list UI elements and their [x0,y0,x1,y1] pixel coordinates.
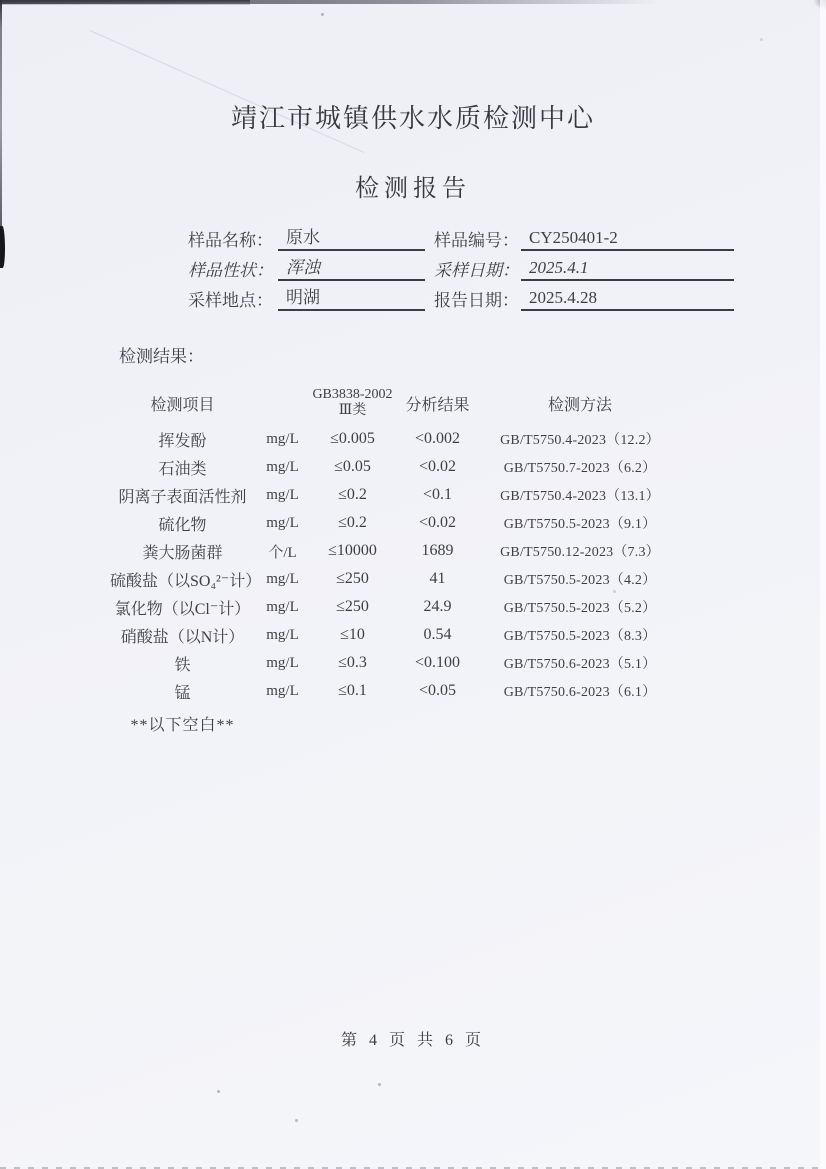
table-row [110,537,680,565]
sample-character-label: 样品性状： [188,261,273,280]
cell-result: 0.54 [423,626,452,643]
scan-artifact-left-blob [0,226,5,268]
table-row [110,509,680,537]
cell-unit: mg/L [266,514,299,531]
cell-standard: ≤0.3 [338,654,367,671]
cell-unit: mg/L [266,598,299,615]
cell-method: GB/T5750.5-2023（9.1） [503,517,657,532]
scan-artifact-top-right-corner [814,0,826,10]
cell-standard: ≤250 [336,570,369,587]
cell-method: GB/T5750.4-2023（12.2） [500,433,660,448]
end-of-data-note: **以下空白** [130,717,235,734]
cell-unit: mg/L [266,430,299,447]
cell-result: <0.05 [418,682,457,699]
cell-method: GB/T5750.5-2023（5.2） [503,601,657,616]
scan-speck [378,1083,381,1086]
table-row [110,453,680,481]
sampling-date-label: 采样日期： [434,261,519,280]
cell-unit: mg/L [266,654,299,671]
cell-unit: mg/L [266,458,299,475]
table-row [110,649,680,677]
sample-name-value: 原水 [278,227,425,251]
results-section-label: 检测结果： [119,347,204,366]
report-date-label: 报告日期： [434,291,519,310]
sample-character-value: 浑浊 [278,257,425,281]
header-method: 检测方法 [547,396,612,414]
cell-method: GB/T5750.6-2023（6.1） [503,685,657,700]
page-number-footer: 第 4 页 共 6 页 [340,1032,485,1049]
report-date-value: 2025.4.28 [521,287,734,311]
cell-item: 石油类 [158,460,207,478]
sample-info-block [188,221,736,311]
cell-method: GB/T5750.7-2023（6.2） [503,461,657,476]
cell-result: 41 [429,570,446,587]
header-standard-line1: GB3838-2002 [312,387,393,402]
scan-speck [321,13,324,16]
results-table [110,381,680,705]
cell-result: <0.1 [422,486,453,503]
cell-method: GB/T5750.5-2023（8.3） [503,629,657,644]
cell-item: 氯化物（以Cl⁻计） [114,600,251,618]
cell-standard: ≤0.05 [334,458,371,475]
table-row [110,481,680,509]
scan-speck [217,1090,220,1093]
sample-number-value: CY250401-2 [521,227,734,251]
sample-info-row [188,281,736,311]
cell-unit: 个/L [268,544,297,561]
cell-item: 粪大肠菌群 [142,544,223,562]
cell-standard: ≤250 [336,598,369,615]
cell-unit: mg/L [266,626,299,643]
cell-standard: ≤0.2 [338,486,367,503]
table-row [110,621,680,649]
scan-artifact-top-edge [0,0,660,4]
sample-name-label: 样品名称： [188,231,273,250]
header-standard [310,387,395,419]
scan-speck [760,38,763,41]
cell-result: 24.9 [423,598,452,615]
scan-artifact-top-edge-dark [0,0,250,5]
cell-standard: ≤0.2 [338,514,367,531]
cell-result: <0.002 [414,430,461,447]
table-row [110,565,680,593]
cell-unit: mg/L [266,682,299,699]
cell-result: <0.02 [418,514,457,531]
sampling-site-value: 明湖 [278,287,425,311]
scan-speck [295,1119,298,1122]
report-title: 检测报告 [355,176,471,202]
cell-standard: ≤0.005 [330,430,375,447]
cell-standard: ≤0.1 [338,682,367,699]
table-row [110,593,680,621]
cell-item: 挥发酚 [158,432,207,450]
cell-item: 阴离子表面活性剂 [118,488,247,506]
header-item: 检测项目 [150,396,215,414]
cell-item: 硫化物 [158,516,207,534]
cell-result: 1689 [421,542,454,559]
table-row [110,677,680,705]
cell-unit: mg/L [266,570,299,587]
sample-info-row [188,221,736,251]
cell-method: GB/T5750.12-2023（7.3） [500,545,660,560]
results-table-header [110,381,680,425]
cell-standard: ≤10000 [328,542,377,559]
cell-unit: mg/L [266,486,299,503]
table-row [110,425,680,453]
cell-item: 硫酸盐（以SO₄²⁻计） [110,572,262,590]
cell-item: 硝酸盐（以N计） [120,628,245,646]
sample-number-label: 样品编号： [434,231,519,250]
cell-standard: ≤10 [340,626,365,643]
sampling-site-label: 采样地点： [188,291,273,310]
cell-result: <0.100 [414,654,461,671]
cell-method: GB/T5750.5-2023（4.2） [503,573,657,588]
sample-info-row [188,251,736,281]
cell-method: GB/T5750.6-2023（5.1） [503,657,657,672]
header-standard-line2: Ⅲ类 [338,403,367,418]
cell-result: <0.02 [418,458,457,475]
cell-item: 铁 [174,656,191,674]
organization-title: 靖江市城镇供水水质检测中心 [230,104,595,133]
results-rows [110,425,680,705]
cell-method: GB/T5750.4-2023（13.1） [500,489,660,504]
cell-item: 锰 [174,684,191,702]
sampling-date-value: 2025.4.1 [521,257,734,281]
header-result: 分析结果 [405,396,470,414]
